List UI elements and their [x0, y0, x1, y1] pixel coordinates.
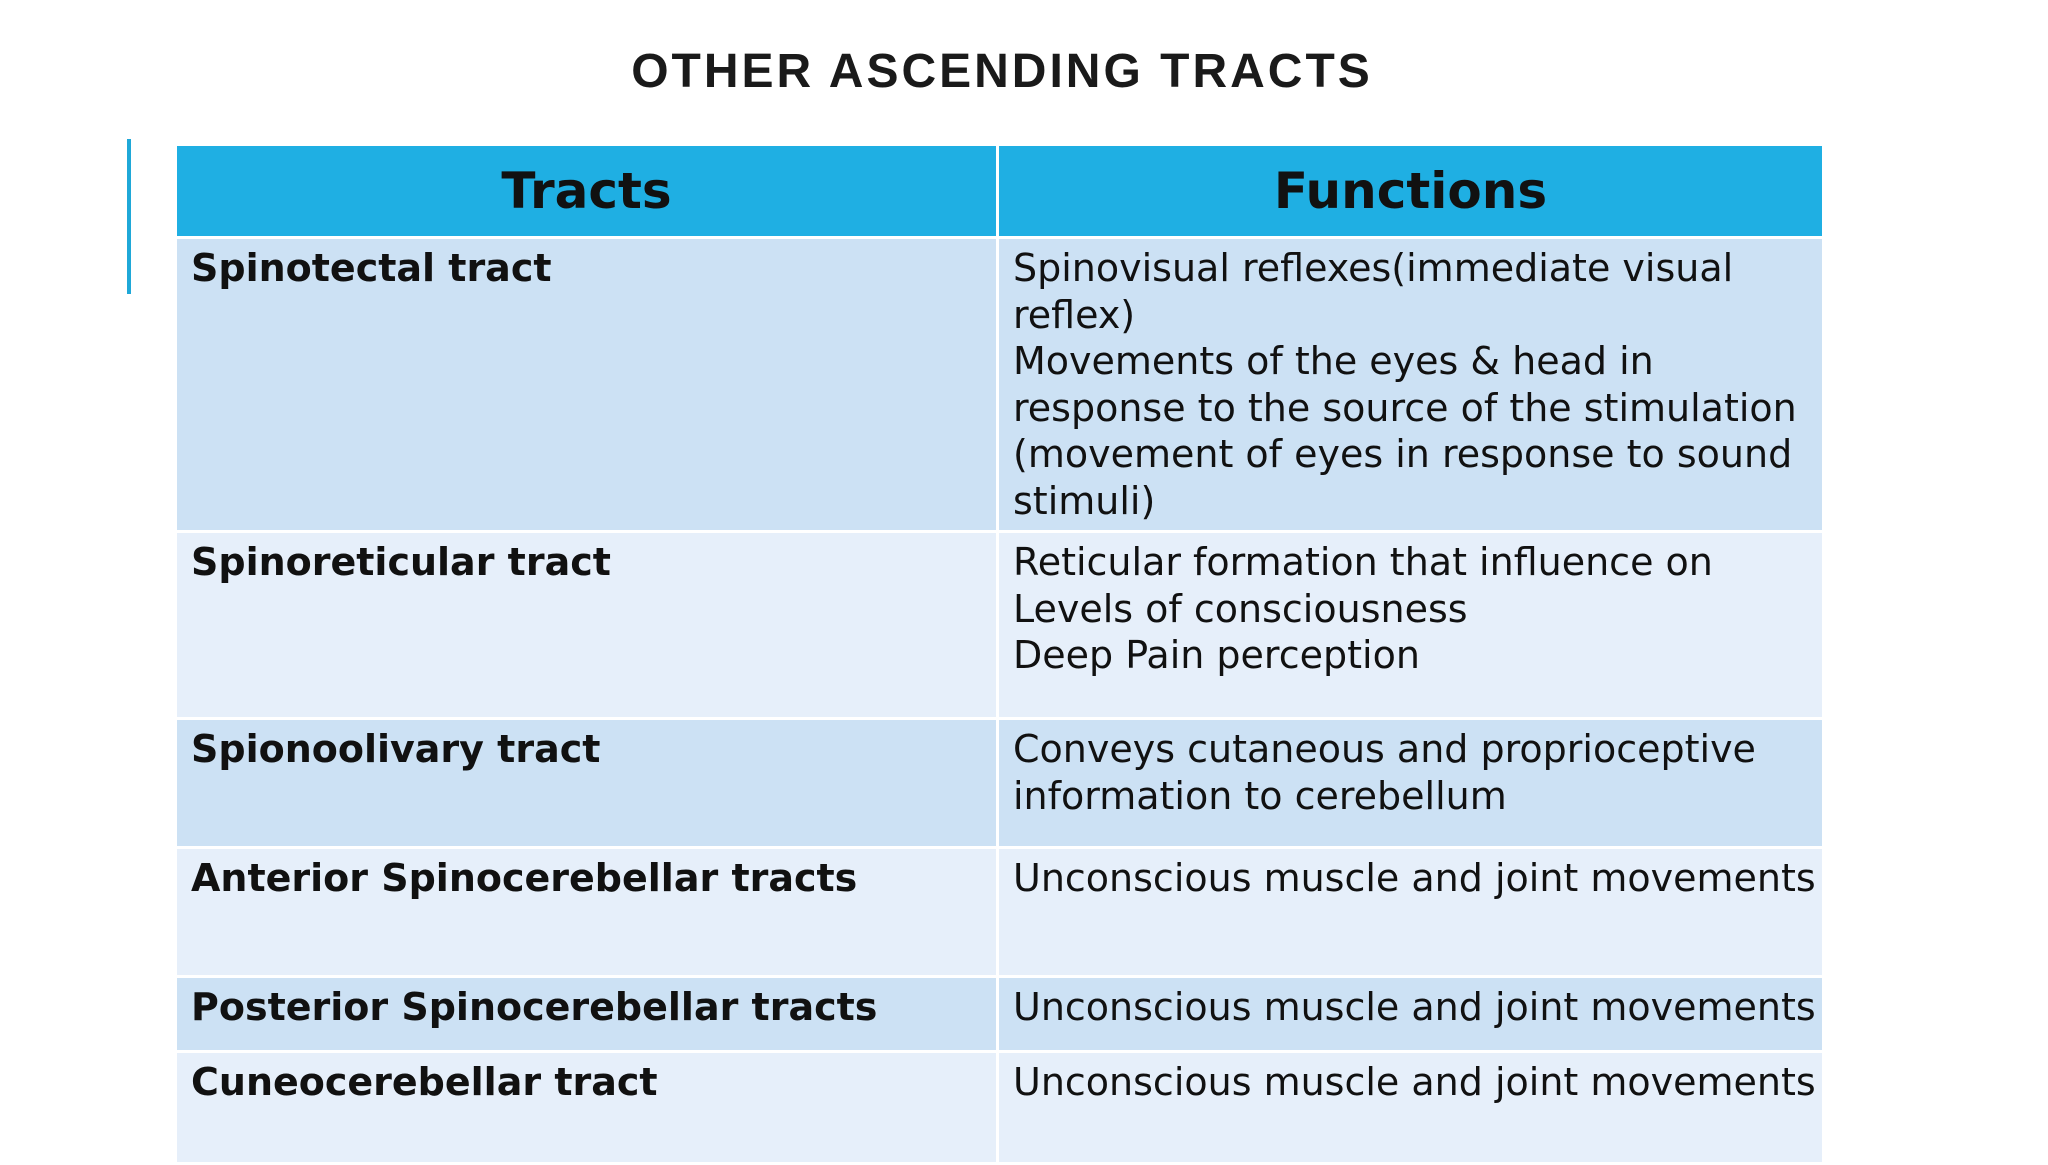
tract-name: Posterior Spinocerebellar tracts: [176, 977, 998, 1052]
tract-name: Spionoolivary tract: [176, 719, 998, 848]
tract-name: Spinoreticular tract: [176, 532, 998, 719]
function-line: information to cerebellum: [1013, 773, 1507, 818]
table-row: [176, 532, 1824, 719]
table-row: [176, 719, 1824, 848]
function-line: Unconscious muscle and joint movements: [1013, 856, 1816, 900]
table-row: [176, 1052, 1824, 1164]
tract-functions: [998, 532, 1824, 719]
table-row: [176, 848, 1824, 977]
function-line: response to the source of the stimulation: [1013, 385, 1797, 430]
table-row: [176, 977, 1824, 1052]
slide-title: OTHER ASCENDING TRACTS: [631, 45, 1373, 98]
accent-line: [127, 139, 131, 294]
tract-functions: [998, 1052, 1824, 1164]
function-line: Deep Pain perception: [1013, 633, 1420, 677]
tract-functions: [998, 848, 1824, 977]
function-line: Spinovisual reflexes(immediate visual: [1013, 246, 1734, 290]
function-line: stimuli): [1013, 478, 1156, 523]
tract-name: Anterior Spinocerebellar tracts: [176, 848, 998, 977]
function-line: Conveys cutaneous and proprioceptive: [1013, 727, 1756, 771]
tracts-table: [174, 146, 1825, 1165]
table-header-row: [176, 146, 1824, 238]
function-line: Unconscious muscle and joint movements: [1013, 985, 1816, 1029]
function-line: Unconscious muscle and joint movements: [1013, 1060, 1816, 1104]
tract-functions: [998, 719, 1824, 848]
function-line: Levels of consciousness: [1013, 586, 1468, 631]
tract-name: Cuneocerebellar tract: [176, 1052, 998, 1164]
function-line: Movements of the eyes & head in: [1013, 339, 1654, 383]
tract-functions: [998, 238, 1824, 532]
table-row: [176, 238, 1824, 532]
function-line: Reticular formation that influence on: [1013, 540, 1713, 584]
header-functions: Functions: [998, 146, 1824, 238]
header-tracts: Tracts: [176, 146, 998, 238]
tract-functions: [998, 977, 1824, 1052]
function-line: reflex): [1013, 292, 1136, 337]
tract-name: Spinotectal tract: [176, 238, 998, 532]
function-line: (movement of eyes in response to sound: [1013, 432, 1793, 476]
